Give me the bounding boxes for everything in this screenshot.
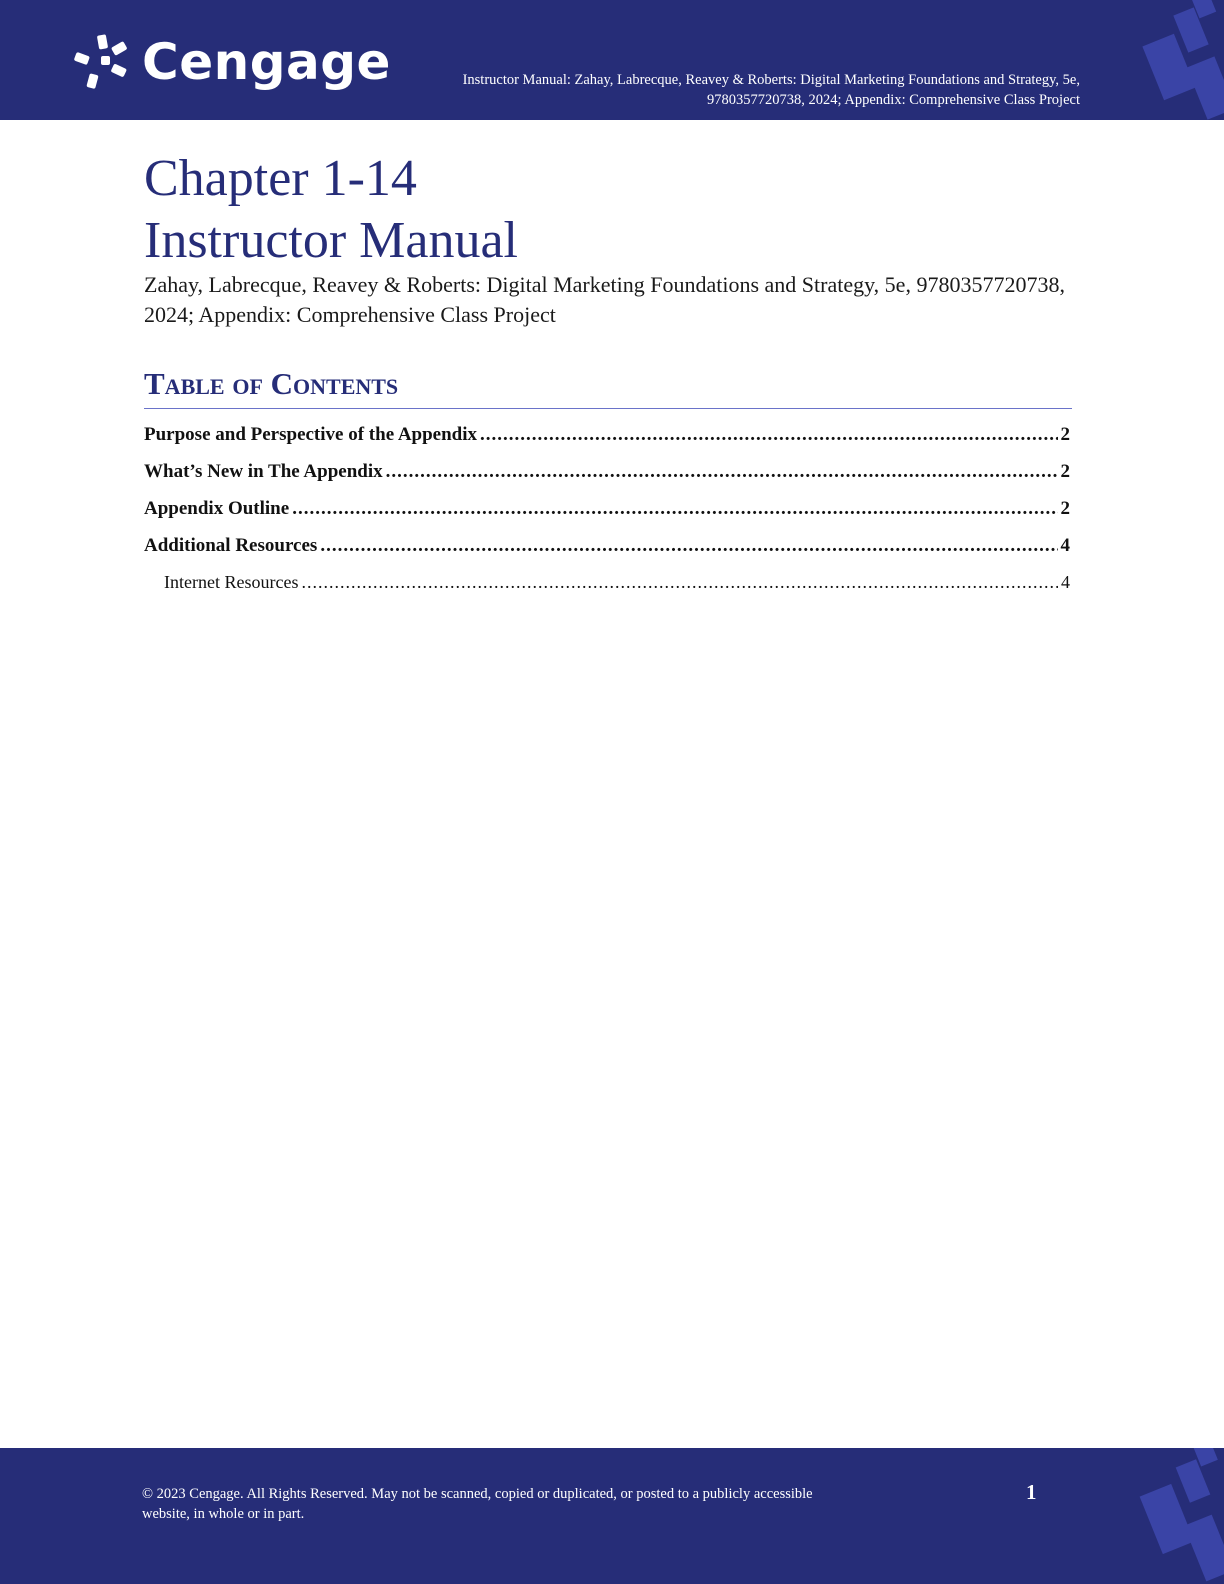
page-subtitle: Zahay, Labrecque, Reavey & Roberts: Digital Marketing Foundations and Strategy, 5e, 9780357720738, 2024; Appendix: Comprehensive Class Project xyxy=(144,272,1065,327)
toc-leader-dots xyxy=(301,572,1058,593)
page-footer xyxy=(0,1448,1224,1584)
toc-entry-label: Internet Resources xyxy=(164,572,299,592)
toc-entry-page: 2 xyxy=(1060,461,1070,482)
toc-entry-label: Additional Resources xyxy=(144,535,318,556)
toc-entry-page: 4 xyxy=(1060,535,1070,556)
toc-leader-dots xyxy=(386,461,1058,483)
toc-leader-dots xyxy=(292,498,1057,520)
toc-entry-internet-resources[interactable] xyxy=(144,572,1070,609)
toc-entry-page: 4 xyxy=(1061,572,1070,592)
toc-entry-page: 2 xyxy=(1060,424,1070,445)
toc-entry-label: Purpose and Perspective of the Appendix xyxy=(144,424,478,445)
brand-name: Cengage xyxy=(142,33,391,91)
footer-decoration-icon xyxy=(1130,1448,1224,1584)
header-meta-line1: Instructor Manual: Zahay, Labrecque, Reavey & Roberts: Digital Marketing Foundations and Strategy, 5e, xyxy=(462,72,1080,88)
toc-entry-whats-new[interactable] xyxy=(144,461,1070,498)
title-line-manual: Instructor Manual xyxy=(144,212,519,269)
header-meta-line2: 9780357720738, 2024; Appendix: Comprehensive Class Project xyxy=(707,92,1080,108)
page-header xyxy=(0,0,1224,120)
toc-entry-label: Appendix Outline xyxy=(144,498,290,519)
toc-entry-page: 2 xyxy=(1060,498,1070,519)
cengage-logo-icon xyxy=(72,32,132,92)
toc-leader-dots xyxy=(480,424,1057,446)
toc-entry-outline[interactable] xyxy=(144,498,1070,535)
toc-entry-purpose[interactable] xyxy=(144,424,1070,461)
copyright-notice: © 2023 Cengage. All Rights Reserved. May not be scanned, copied or duplicated, or posted to a publicly accessible website, in whole or in part. xyxy=(142,1486,813,1522)
page-title xyxy=(144,148,518,272)
header-document-info xyxy=(360,70,1080,110)
header-decoration-icon xyxy=(1130,0,1224,120)
toc-leader-dots xyxy=(320,535,1057,557)
toc-entry-additional-resources[interactable] xyxy=(144,535,1070,572)
page-number: 1 xyxy=(1026,1480,1037,1504)
toc-entry-label: What’s New in The Appendix xyxy=(144,461,383,482)
title-line-chapter: Chapter 1-14 xyxy=(144,150,417,207)
toc-heading: Table of Contents xyxy=(144,366,1072,409)
table-of-contents xyxy=(144,424,1070,609)
cengage-logo xyxy=(72,30,391,94)
